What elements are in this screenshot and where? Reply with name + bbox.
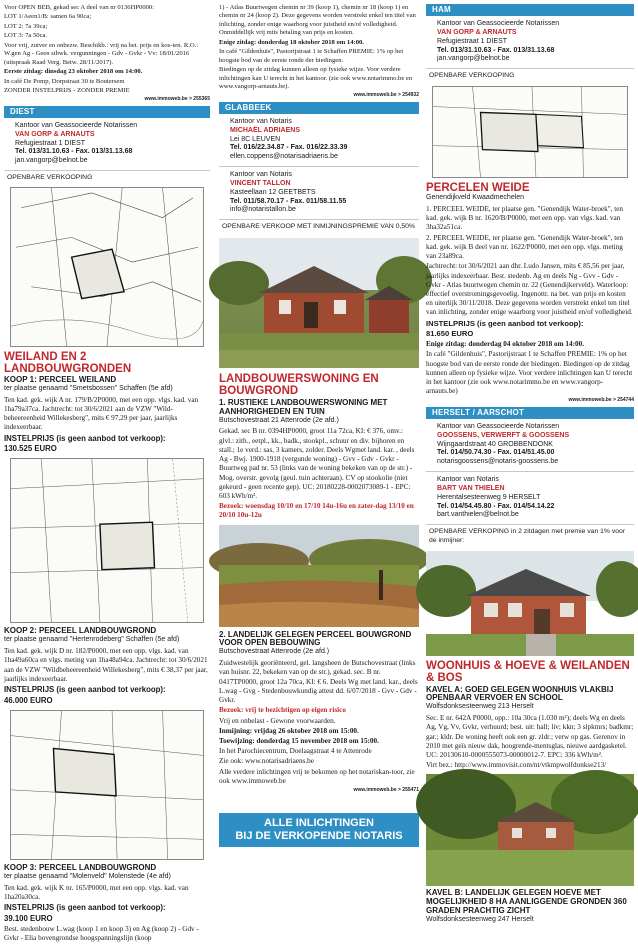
notary-name: VAN GORP & ARNAUTS — [15, 130, 95, 138]
lot-description: Ten kad. gek. wijk A nr. 179/B/2P0000, met een opp. vlgs. kad. van 1ha79a37ca. Jachtrecht: tot 30/6/2021 aan de VZW "Wild-beheereenheid Willekesberg", mits € 97,29 per jaar, jaarlijks indexeerbaar. — [4, 395, 199, 432]
lot-location: Wolfsdonksesteenweg 247 Herselt — [426, 915, 534, 923]
auction-location: In het Parochiecentrum, Doelaagstraat 4 te Attenrode — [219, 747, 372, 756]
virtual-tour-link[interactable]: Virt bez.: http://www.immovisit.com/nt/vtkmpwolfdonkse213/ — [426, 761, 607, 770]
region-bar-ham: HAM — [426, 4, 634, 16]
lot-description: Ten kad. gek. wijk D nr. 182/P0000, met een opp. vlgs. kad. van 1ha49a60ca en vlgs. meting van 1ha48a94ca. Jachtrecht: tot 30/6/2021 aan de VZW "Wildbeheereenheid Willekesberg", mits € 38,37 per jaar, jaarlijks indexeerbaar. — [4, 647, 208, 683]
lot-description: Zuidwestelijk georiënteerd, gel. langsheen de Butschovestraat (links van huisnr. 22, bekeken van op de str.), gekad. sec. B nr. 0417TP0000, groot 12a 70ca, KI: € 6. Deels Wg met land. kar., deels L.wag - Gvg - Stedenbouwkundig attest dd. 6/07/2018 - Gvv - Gdv - Gvkr. — [219, 659, 418, 705]
notary-office: Kantoor van Geassocieerde Notarissen — [437, 20, 560, 28]
immoweb-ref[interactable]: www.immoweb.be > 254744 — [568, 397, 634, 404]
listing-heading: WEILAND EN 2 LANDBOUWGRONDEN — [4, 350, 132, 375]
notary-phone: Tel. 011/58.70.17 - Fax. 011/58.11.55 — [230, 197, 347, 205]
lot-description: 1. PERCEEL WEIDE, ter plaatse gen. "Genendijk Water-broek", ten kad. gek. wijk B nr. 1620/B/P0000, met een opp. van vlgs. kad. van 3ha32a51ca. — [426, 205, 624, 232]
lot-location: ter plaatse genaamd "Molenveld" Molenstede (4e afd) — [4, 872, 171, 880]
notary-card — [426, 472, 634, 525]
region-bar-diest: DIEST — [4, 106, 210, 118]
notary-email[interactable]: jan.vangorp@belnot.be — [15, 157, 88, 165]
immoweb-ref[interactable]: www.immoweb.be > 255471 — [353, 787, 419, 794]
cadastral-plan-2 — [10, 458, 204, 623]
immoweb-ref[interactable]: www.immoweb.be > 254932 — [353, 92, 419, 99]
column-right — [426, 4, 634, 927]
notary-card — [426, 419, 634, 472]
award-date: Toewijzing: donderdag 15 november 2018 om 15:00. — [219, 736, 379, 745]
sitting-date: Enige zitdag: donderdag 04 oktober 2018 om 14:00. — [426, 340, 584, 349]
notary-office: Kantoor van Notaris — [230, 118, 292, 125]
notary-office: Kantoor van Geassocieerde Notarissen — [15, 122, 138, 129]
sale-type: OPENBARE VERKOOPING — [7, 174, 93, 182]
notary-office: Kantoor van Notaris — [437, 476, 499, 484]
cadastral-plan-3 — [10, 710, 204, 860]
lot-title: KOOP 2: PERCEEL LANDBOUWGROND — [4, 626, 157, 636]
sitting-date: Enige zitdag: donderdag 18 oktober 2018 om 14:00. — [219, 38, 364, 46]
column-left — [4, 4, 210, 945]
visit-times: Bezoek: vrij te bezichtigen op eigen risico — [219, 706, 346, 715]
intro-sitting-date: Eerste zitdag: dinsdag 23 oktober 2018 om 14:00. — [4, 68, 143, 76]
price-label: INSTELPRIJS (is geen aanbod tot verkoop): — [4, 433, 166, 443]
notary-office: Kantoor van Notaris — [230, 171, 292, 179]
notary-name: VINCENT TALLON — [230, 179, 291, 187]
cadastral-plan-ham — [432, 86, 628, 178]
lot-description: 2. PERCEEL WEIDE, ter plaatse gen. "Genendijk Water-broek", ten kad. gek. wijk B deel van nr. 1622/P0000, met een opp. vlgs. meting van 23a89ca. — [426, 233, 624, 261]
notary-address: Refugiestraat 1 DIEST — [437, 37, 508, 45]
sitting-notes: Biedingen op de zitdag kunnen alleen op fysieke wijze. Voor verdere inlichtingen kan U terecht in het kantoor. (zie ook www.notarimmo.be en www.vangorp-arnauts.be). — [219, 66, 413, 90]
notary-email[interactable]: jan.vangorp@belnot.be — [437, 55, 510, 63]
notary-phone: Tel. 013/31.10.63 - Fax. 013/31.13.68 — [437, 46, 555, 54]
notary-phone: Tel. 016/22.34.87 - Fax. 016/22.33.39 — [230, 144, 348, 152]
lot-location: Wolfsdonksesteenweg 213 Herselt — [426, 703, 534, 711]
sale-type: OPENBARE VERKOOP MET INMIJNINGSPREMIE VAN 0,50% — [222, 223, 416, 231]
notary-phone: Tel. 014/50.74.30 - Fax. 014/51.45.00 — [437, 449, 555, 457]
notary-phone: Tel. 013/31.10.63 - Fax. 013/31.13.68 — [15, 148, 133, 156]
house-photo — [426, 551, 634, 656]
sale-type: OPENBARE VERKOPING in 2 zitdagen met premie van 1% voor de inmijner: — [429, 528, 626, 544]
lot-title: KOOP 1: PERCEEL WEILAND — [4, 374, 117, 384]
notary-email[interactable]: bart.vanthielen@belnot.be — [437, 511, 519, 519]
sale-type: OPENBARE VERKOOPING — [429, 72, 515, 80]
notary-card — [219, 167, 419, 220]
notary-website[interactable]: Zie ook: www.notarisadriaens.be — [219, 757, 314, 766]
continued-text: 1) - Atlas Buurtwegen chemin nr 39 (koop 1), chemin nr 18 (koop 1) en chemin nr 24 (koop 2). Deze gegevens worden verstrekt enkel ten titel van inlichting, zonder enige waarborg voor juistheid en/of volledigheid. Onmiddellijk vrij mits betaling van prijs en kosten. — [219, 4, 416, 37]
banner-line: ALLE INLICHTINGEN — [264, 817, 374, 830]
lot-location: Butschovestraat Attenrode (2e afd.) — [219, 648, 330, 656]
land-photo — [219, 525, 419, 627]
notary-card — [426, 16, 634, 69]
price-label: INSTELPRIJS (is geen aanbod tot verkoop): — [426, 318, 584, 328]
notary-office: Kantoor van Geassocieerde Notarissen — [437, 423, 560, 430]
lot-title: KAVEL A: GOED GELEGEN WOONHUIS VLAKBIJ OPENBAAR VERVOER EN SCHOOL — [426, 684, 614, 703]
lot-description: Sec. E nr. 642A P0000, opp.: 10a 30ca (1.030 m²); deels Wg en deels Ag, Vg, Vv, Gvkr, verhuurd; best. uit: hall; liv; kkn; 3 slpkmrs; badkmr; gar.; kldr. De woning heeft ook een gr. zldr.; verw op gas. Gerenov in 2010 met geïs nieuw dak, hoogrende-mentsglas, nieuwe aardgasketel. UC: 20130610-0000555073-00000012-7. EPC: 336 kWh/m². — [426, 714, 634, 760]
lot-description: Ten kad. gek. wijk K nr. 165/P0000, met een opp. vlgs. kad. van 1ha20a30ca. — [4, 883, 189, 901]
notary-card — [219, 114, 419, 167]
notary-name: GOOSSENS, VERWERFT & GOOSSENS — [437, 431, 570, 439]
region-bar-herselt: HERSELT / AARSCHOT — [426, 407, 634, 419]
listing-heading: PERCELEN WEIDE — [426, 181, 530, 194]
intro-line: Voor OPEN BEB, gekad sec A deel van nr 0136HP0000: — [4, 4, 155, 11]
price-label: INSTELPRIJS (is geen aanbod tot verkoop): — [4, 685, 166, 695]
plan-drawing — [11, 188, 203, 346]
notary-email[interactable]: ellen.coppens@notarisadriaens.be — [230, 153, 338, 161]
notary-address: Refugiestraat 1 DIEST — [15, 139, 86, 147]
visit-times: Bezoek: woensdag 10/10 en 17/10 14u-16u en zater-dag 13/10 en 20/10 10u-12u — [219, 502, 414, 520]
notary-name: VAN GORP & ARNAUTS — [437, 29, 517, 37]
notary-address: Herentalsesteenweg 9 HERSELT — [437, 493, 541, 501]
price-value: 39.100 EURO — [4, 914, 53, 924]
cadastral-plan-1 — [10, 187, 204, 347]
photo-drawing — [219, 238, 419, 368]
banner-line: BIJ DE VERKOPENDE NOTARIS — [235, 830, 403, 843]
photo-drawing — [219, 525, 419, 627]
region-bar-glabbeek: GLABBEEK — [219, 102, 419, 114]
listing-heading: WOONHUIS & HOEVE & WEILANDEN & BOS — [426, 659, 630, 684]
lot-description: Gekad. sec B nr. 0394HP0000, groot 11a 72ca, KI: € 376, omv.: glvl.: zith., eetpl., kk., badk., stookpl., schuur en div. bijhoren en stall.; 1e verd.: sas, 3 kamers, zolder. Deels Wgmet land. kar. , deels Ag - Bwj. 1900-1918 (vergunde woning) - Gvv - Gdv - Gvkr - Buurtweg pad nr. 53 (links van de woning bekeken van op de str.) - Mog. overstr. gevolg (geul. tuin achteraan). CV op stookolie (niet gekeurd - geen recente gep). UC: 20180228-0002073089-1 - EPC: 603 kWh/m². — [219, 427, 415, 501]
photo-drawing — [426, 774, 634, 886]
plan-drawing — [11, 711, 203, 859]
lot-title: KOOP 3: PERCEEL LANDBOUWGROND — [4, 863, 157, 872]
price-value: 81.650 EURO — [426, 329, 474, 339]
immoweb-ref[interactable]: www.immoweb.be > 255365 — [144, 96, 210, 103]
plan-drawing — [433, 87, 627, 177]
lot-conditions: Vrij en onbelast - Gewone voorwaarden. — [219, 716, 336, 725]
more-info: Alle verdere inlichtingen vrij te bekomen op het notariskan-toor, zie ook www.immoweb.be — [219, 767, 415, 785]
notary-email[interactable]: info@notaristallon.be — [230, 206, 296, 214]
notary-name: BART VAN THIELEN — [437, 484, 505, 492]
photo-drawing — [426, 551, 634, 656]
farm-photo — [426, 774, 634, 886]
auction-date: Inmijning: vrijdag 26 oktober 2018 om 15:00. — [219, 726, 359, 735]
lot-location: Genendijkveld Kwaadmechelen — [426, 194, 525, 202]
lot-location: ter plaatse genaamd "Smetsbossen" Schaffen (5e afd) — [4, 384, 173, 392]
intro-location: In café De Pomp, Dorpstraat 30 te Boutersem — [4, 77, 125, 85]
intro-line: LOT 2: 7a 39ca; — [4, 22, 48, 30]
lot-title: 1. RUSTIEKE LANDBOUWERSWONING MET AANHORIGHEDEN EN TUIN — [219, 397, 388, 416]
intro-line: Voor vrij, zuiver en onbezw. Beschikb.: vrij na bet. prijs en kos-ten. R.O.: W.gen Ag - Geen stbwk. vergunningen - Gdv - Gvkr - Vv: 18/01/2016 (uitspraak Raad Verg. Betw. 28/11/2017). — [4, 41, 199, 66]
intro-line: LOT 1/Aeen1/B: samen 6a 90ca; — [4, 13, 92, 21]
lot-notes: Best. stedenbouw L.wag (koop 1 en koop 3) en Ag (koop 2) - Gdv - Gvkr - Elia bovengrondse hoogspanningslijn (koop — [4, 925, 199, 943]
notary-address: Wijngaardstraat 40 GROBBENDONK — [437, 440, 553, 448]
notary-card — [4, 118, 210, 171]
notary-address: Kasteellaan 12 GEETBETS — [230, 188, 316, 196]
sitting-notes: In café "Gildenhuis", Pastorijstraat 1 te Schaffen PREMIE: 1% op het hoogste bod van de eerste ronde der biedingen. Biedingen op de zitdag kunnen alleen op fysieke wijze. Voor verdere inlichtingen kan U terecht in het kantoor (zie ook www.notarimmo.be en www.vangorp-arnauts.be) — [426, 350, 633, 396]
price-value: 130.525 EURO — [4, 444, 57, 454]
notary-address: Lei 8C LEUVEN — [230, 135, 281, 143]
lot-location: ter plaatse genaamd "Hertenrodeberg" Schaffen (5e afd) — [4, 636, 180, 644]
intro-line: LOT 3: 7a 50ca. — [4, 32, 48, 40]
price-label: INSTELPRIJS (is geen aanbod tot verkoop): — [4, 903, 166, 913]
lot-title: KAVEL B: LANDELIJK GELEGEN HOEVE MET MOGELIJKHEID 8 HA AANLIGGENDE GRONDEN 360 GRADEN PRACHTIG ZICHT — [426, 888, 627, 916]
listing-heading: LANDBOUWERSWONING EN BOUWGROND — [219, 372, 379, 397]
notary-email[interactable]: notarisgoossens@notaris-goossens.be — [437, 458, 559, 466]
info-banner — [219, 813, 419, 846]
lot-location: Butschovestraat 21 Attenrode (2e afd.) — [219, 416, 339, 424]
intro-block — [4, 4, 210, 103]
farmhouse-photo — [219, 238, 419, 368]
intro-terms: ZONDER INSTELPRIJS - ZONDER PREMIE — [4, 86, 130, 94]
sitting-location: In café "Gildenhuis", Pastorijstraat 1 te Schaffen PREMIE: 1% op het hoogste bod van de eerste ronde der biedingen. — [219, 48, 404, 64]
lot-description: Jachtrecht: tot 30/6/2021 aan dhr. Ludo Jansen, mits € 85,56 per jaar, jaarlijks indexeerbaar. Best. stedenb. Ag en deels Ng - Gvv - Gdv - Gvkr - Atlas buurtwegen chemin nr. 22 (Genendijkerveld). Waterloop: effectief overstromingsgevoelig. Ingenottr. na bet. van prijs en kosten en uiterlijk 30/11/2018. Deze gegevens worden verstrekt enkel ten titel van inlichting, zonder enige waarborg voor juistheid en/of volledigheid. — [426, 262, 633, 317]
column-middle — [219, 4, 419, 847]
notary-name: MICHAËL ADRIAENS — [230, 126, 301, 134]
price-value: 46.000 EURO — [4, 696, 53, 706]
plan-drawing — [11, 459, 203, 622]
notary-phone: Tel. 014/54.45.80 - Fax. 014/54.14.22 — [437, 502, 555, 510]
lot-title: 2. LANDELIJK GELEGEN PERCEEL BOUWGROND VOOR OPEN BEBOUWING — [219, 629, 412, 648]
